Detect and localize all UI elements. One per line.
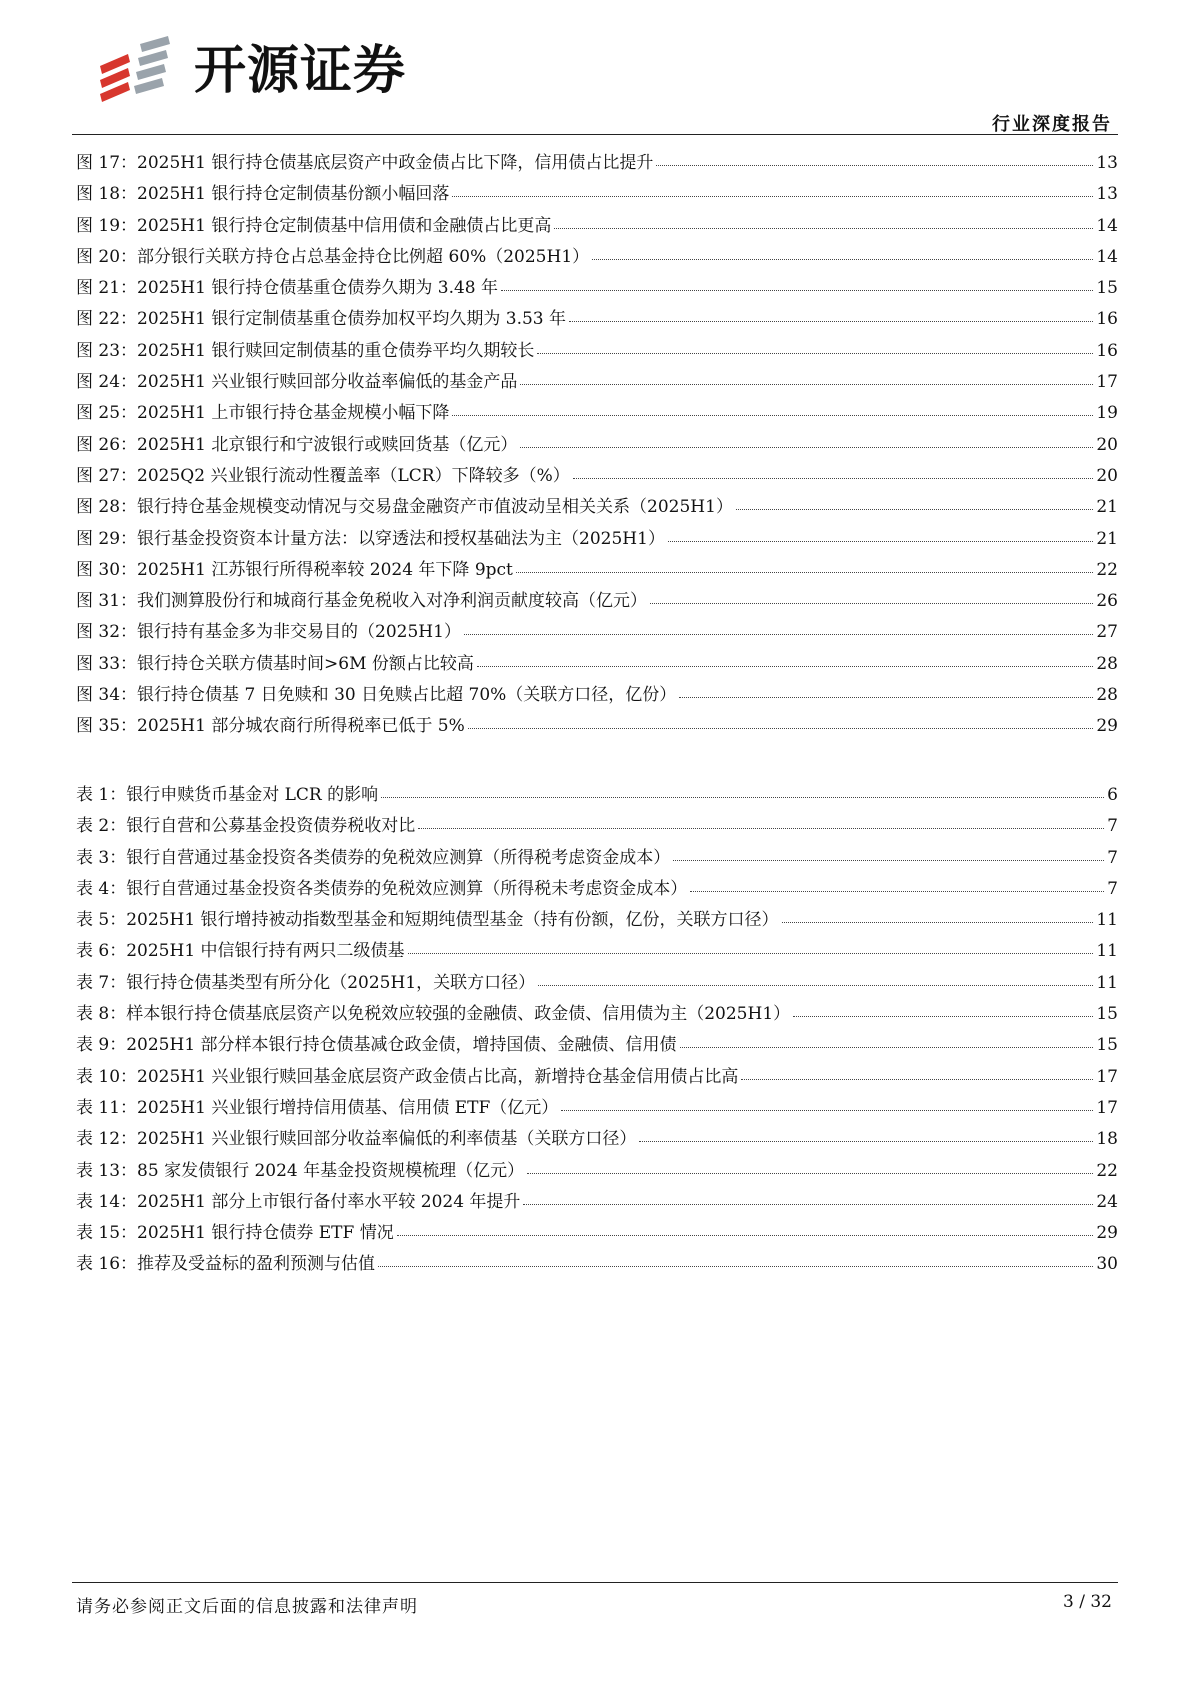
table-toc-entry[interactable] bbox=[76, 843, 1118, 874]
entry-title: 2025H1 银行持仓定制债基中信用债和金融债占比更高 bbox=[137, 215, 552, 236]
dot-leader bbox=[464, 633, 1093, 635]
entry-page: 15 bbox=[1096, 1035, 1118, 1056]
kaiyuan-logo-icon bbox=[98, 36, 180, 106]
entry-number: 图 35： bbox=[76, 716, 138, 737]
entry-number: 表 1： bbox=[76, 785, 127, 805]
report-type-label: 行业深度报告 bbox=[992, 114, 1112, 135]
entry-title: 2025H1 兴业银行赎回部分收益率偏低的基金产品 bbox=[137, 372, 518, 393]
entry-number: 表 5： bbox=[76, 910, 127, 931]
entry-page: 14 bbox=[1096, 215, 1118, 236]
dot-leader bbox=[736, 508, 1093, 510]
entry-page: 13 bbox=[1096, 153, 1118, 173]
entry-title: 我们测算股份行和城商行基金免税收入对净利润贡献度较高（亿元） bbox=[137, 591, 648, 612]
entry-number: 表 3： bbox=[76, 847, 127, 868]
entry-title: 2025H1 中信银行持有两只二级债基 bbox=[126, 941, 405, 962]
entry-page: 22 bbox=[1096, 559, 1118, 580]
footer-disclaimer: 请务必参阅正文后面的信息披露和法律声明 bbox=[76, 1597, 418, 1617]
entry-title: 85 家发债银行 2024 年基金投资规模梳理（亿元） bbox=[137, 1160, 525, 1181]
entry-number: 图 22： bbox=[76, 309, 138, 330]
entry-title: 2025H1 兴业银行增持信用债基、信用债 ETF（亿元） bbox=[137, 1097, 559, 1118]
entry-number: 表 15： bbox=[76, 1223, 138, 1244]
entry-number: 图 34： bbox=[76, 685, 138, 706]
entry-number: 表 11： bbox=[76, 1097, 138, 1118]
entry-title: 2025H1 北京银行和宁波银行或赎回货基（亿元） bbox=[137, 434, 518, 455]
entry-number: 图 19： bbox=[76, 215, 138, 236]
figure-toc-entry[interactable] bbox=[76, 555, 1118, 586]
entry-number: 表 6： bbox=[76, 941, 127, 962]
table-toc-entry[interactable] bbox=[76, 1218, 1118, 1249]
entry-title: 2025H1 银行持仓债基重仓债券久期为 3.48 年 bbox=[137, 278, 499, 299]
entry-title: 2025H1 银行持仓定制债基份额小幅回落 bbox=[137, 184, 450, 205]
entry-title: 2025H1 部分样本银行持仓债基减仓政金债，增持国债、金融债、信用债 bbox=[126, 1035, 677, 1056]
figure-toc-entry[interactable] bbox=[76, 179, 1118, 210]
entry-page: 17 bbox=[1096, 1097, 1118, 1118]
dot-leader bbox=[408, 952, 1094, 954]
dot-leader bbox=[561, 1109, 1093, 1111]
entry-page: 6 bbox=[1107, 785, 1118, 805]
brand-name: 开源证券 bbox=[194, 41, 407, 101]
entry-page: 20 bbox=[1096, 465, 1118, 486]
entry-page: 29 bbox=[1096, 1223, 1118, 1244]
entry-title: 2025H1 部分上市银行备付率水平较 2024 年提升 bbox=[137, 1191, 521, 1212]
dot-leader bbox=[516, 571, 1093, 573]
dot-leader bbox=[650, 602, 1093, 604]
logo-gray-stripe bbox=[140, 36, 170, 52]
entry-page: 17 bbox=[1096, 372, 1118, 393]
dot-leader bbox=[397, 1234, 1094, 1236]
table-toc-entry[interactable] bbox=[76, 780, 1118, 811]
entry-page: 11 bbox=[1096, 910, 1118, 931]
entry-number: 图 25： bbox=[76, 403, 138, 424]
figure-toc-entry[interactable] bbox=[76, 148, 1118, 179]
figure-toc-entry[interactable] bbox=[76, 680, 1118, 711]
entry-title: 2025Q2 兴业银行流动性覆盖率（LCR）下降较多（%） bbox=[137, 465, 570, 486]
entry-number: 图 18： bbox=[76, 184, 138, 205]
figure-toc-entry[interactable] bbox=[76, 304, 1118, 335]
dot-leader bbox=[793, 1015, 1093, 1017]
dot-leader bbox=[468, 727, 1094, 729]
entry-number: 图 29： bbox=[76, 528, 138, 549]
entry-page: 20 bbox=[1096, 434, 1118, 455]
entry-number: 表 13： bbox=[76, 1160, 138, 1181]
entry-title: 银行持仓债基类型有所分化（2025H1，关联方口径） bbox=[126, 972, 536, 993]
dot-leader bbox=[741, 1078, 1093, 1080]
entry-title: 2025H1 上市银行持仓基金规模小幅下降 bbox=[137, 403, 450, 424]
entry-number: 图 27： bbox=[76, 465, 138, 486]
logo-gray-stripe bbox=[134, 78, 164, 94]
entry-title: 2025H1 银行持仓债基底层资产中政金债占比下降，信用债占比提升 bbox=[137, 153, 654, 173]
entry-page: 11 bbox=[1096, 941, 1118, 962]
entry-title: 银行基金投资资本计量方法：以穿透法和授权基础法为主（2025H1） bbox=[137, 528, 665, 549]
dot-leader bbox=[452, 195, 1093, 197]
table-toc-entry[interactable] bbox=[76, 811, 1118, 842]
entry-number: 图 31： bbox=[76, 591, 138, 612]
entry-number: 图 23： bbox=[76, 340, 138, 361]
entry-number: 图 30： bbox=[76, 559, 138, 580]
table-toc-entry[interactable] bbox=[76, 968, 1118, 999]
figure-toc-entry[interactable] bbox=[76, 586, 1118, 617]
dot-leader bbox=[680, 1046, 1094, 1048]
figure-toc-entry[interactable] bbox=[76, 367, 1118, 398]
dot-leader bbox=[537, 352, 1093, 354]
entry-number: 图 32： bbox=[76, 622, 138, 643]
table-toc-entry[interactable] bbox=[76, 1124, 1118, 1155]
entry-page: 16 bbox=[1096, 309, 1118, 330]
table-toc-entry[interactable] bbox=[76, 1249, 1118, 1280]
logo-gray-stripe bbox=[136, 64, 166, 80]
dot-leader bbox=[378, 1265, 1093, 1267]
table-toc-entry[interactable] bbox=[76, 999, 1118, 1030]
brand-logo bbox=[98, 36, 406, 106]
page-number: 3 / 32 bbox=[1063, 1592, 1112, 1612]
entry-number: 表 9： bbox=[76, 1035, 127, 1056]
entry-number: 图 28： bbox=[76, 497, 138, 518]
entry-number: 表 12： bbox=[76, 1129, 138, 1150]
entry-title: 推荐及受益标的盈利预测与估值 bbox=[137, 1254, 376, 1275]
footer-divider bbox=[72, 1582, 1118, 1583]
entry-number: 图 17： bbox=[76, 153, 138, 173]
entry-page: 7 bbox=[1107, 878, 1118, 899]
entry-page: 24 bbox=[1096, 1191, 1118, 1212]
entry-title: 2025H1 部分城农商行所得税率已低于 5% bbox=[137, 716, 465, 737]
entry-title: 2025H1 银行持仓债券 ETF 情况 bbox=[137, 1223, 394, 1244]
figure-toc-entry[interactable] bbox=[76, 273, 1118, 304]
dot-leader bbox=[527, 1172, 1093, 1174]
entry-number: 表 10： bbox=[76, 1066, 138, 1087]
figures-index bbox=[76, 148, 1118, 743]
dot-leader bbox=[520, 383, 1093, 385]
figure-toc-entry[interactable] bbox=[76, 617, 1118, 648]
dot-leader bbox=[501, 289, 1093, 291]
figure-toc-entry[interactable] bbox=[76, 398, 1118, 429]
entry-title: 银行自营通过基金投资各类债券的免税效应测算（所得税未考虑资金成本） bbox=[126, 878, 688, 899]
entry-page: 7 bbox=[1107, 847, 1118, 868]
dot-leader bbox=[381, 796, 1104, 798]
entry-page: 29 bbox=[1096, 716, 1118, 737]
entry-title: 样本银行持仓债基底层资产以免税效应较强的金融债、政金债、信用债为主（2025H1） bbox=[126, 1004, 791, 1025]
entry-title: 2025H1 银行赎回定制债基的重仓债券平均久期较长 bbox=[137, 340, 535, 361]
entry-page: 28 bbox=[1096, 685, 1118, 706]
table-toc-entry[interactable] bbox=[76, 1062, 1118, 1093]
figure-toc-entry[interactable] bbox=[76, 524, 1118, 555]
entry-number: 表 16： bbox=[76, 1254, 138, 1275]
figure-toc-entry[interactable] bbox=[76, 492, 1118, 523]
dot-leader bbox=[639, 1140, 1093, 1142]
dot-leader bbox=[656, 164, 1093, 166]
entry-page: 28 bbox=[1096, 653, 1118, 674]
entry-page: 21 bbox=[1096, 497, 1118, 518]
entry-title: 2025H1 银行增持被动指数型基金和短期纯债型基金（持有份额，亿份，关联方口径） bbox=[126, 910, 779, 931]
entry-title: 银行持仓债基 7 日免赎和 30 日免赎占比超 70%（关联方口径，亿份） bbox=[137, 685, 677, 706]
entry-page: 7 bbox=[1107, 816, 1118, 837]
logo-gray-stripe bbox=[138, 50, 168, 66]
entry-page: 19 bbox=[1096, 403, 1118, 424]
table-toc-entry[interactable] bbox=[76, 936, 1118, 967]
entry-title: 银行自营通过基金投资各类债券的免税效应测算（所得税考虑资金成本） bbox=[126, 847, 671, 868]
table-toc-entry[interactable] bbox=[76, 905, 1118, 936]
dot-leader bbox=[569, 320, 1093, 322]
entry-title: 2025H1 兴业银行赎回基金底层资产政金债占比高，新增持仓基金信用债占比高 bbox=[137, 1066, 739, 1087]
entry-number: 表 7： bbox=[76, 972, 127, 993]
table-toc-entry[interactable] bbox=[76, 1030, 1118, 1061]
table-toc-entry[interactable] bbox=[76, 1093, 1118, 1124]
entry-title: 银行申赎货币基金对 LCR 的影响 bbox=[126, 785, 379, 805]
entry-title: 银行自营和公募基金投资债券税收对比 bbox=[126, 816, 416, 837]
dot-leader bbox=[673, 859, 1104, 861]
header-divider bbox=[72, 134, 1118, 135]
dot-leader bbox=[573, 477, 1094, 479]
dot-leader bbox=[477, 665, 1093, 667]
entry-page: 26 bbox=[1096, 591, 1118, 612]
table-toc-entry[interactable] bbox=[76, 874, 1118, 905]
entry-number: 表 4： bbox=[76, 878, 127, 899]
table-toc-entry[interactable] bbox=[76, 1156, 1118, 1187]
entry-title: 2025H1 银行定制债基重仓债券加权平均久期为 3.53 年 bbox=[137, 309, 567, 330]
entry-page: 14 bbox=[1096, 246, 1118, 267]
entry-title: 2025H1 江苏银行所得税率较 2024 年下降 9pct bbox=[137, 559, 513, 580]
dot-leader bbox=[538, 984, 1093, 986]
entry-page: 22 bbox=[1096, 1160, 1118, 1181]
entry-page: 30 bbox=[1096, 1254, 1118, 1275]
figure-toc-entry[interactable] bbox=[76, 711, 1118, 742]
dot-leader bbox=[418, 827, 1104, 829]
figure-toc-entry[interactable] bbox=[76, 211, 1118, 242]
entry-title: 银行持仓基金规模变动情况与交易盘金融资产市值波动呈相关关系（2025H1） bbox=[137, 497, 733, 518]
table-toc-entry[interactable] bbox=[76, 1187, 1118, 1218]
dot-leader bbox=[523, 1203, 1093, 1205]
entry-title: 银行持有基金多为非交易目的（2025H1） bbox=[137, 622, 461, 643]
dot-leader bbox=[690, 890, 1104, 892]
entry-page: 11 bbox=[1096, 972, 1118, 993]
figure-toc-entry[interactable] bbox=[76, 649, 1118, 680]
figure-toc-entry[interactable] bbox=[76, 336, 1118, 367]
entry-page: 18 bbox=[1096, 1129, 1118, 1150]
dot-leader bbox=[520, 446, 1093, 448]
entry-number: 表 8： bbox=[76, 1004, 127, 1025]
dot-leader bbox=[782, 921, 1094, 923]
entry-page: 15 bbox=[1096, 1004, 1118, 1025]
entry-page: 13 bbox=[1096, 184, 1118, 205]
entry-number: 图 24： bbox=[76, 372, 138, 393]
entry-page: 21 bbox=[1096, 528, 1118, 549]
dot-leader bbox=[592, 258, 1093, 260]
figure-toc-entry[interactable] bbox=[76, 242, 1118, 273]
figure-toc-entry[interactable] bbox=[76, 461, 1118, 492]
entry-page: 16 bbox=[1096, 340, 1118, 361]
entry-number: 图 20： bbox=[76, 246, 138, 267]
dot-leader bbox=[679, 696, 1093, 698]
dot-leader bbox=[452, 414, 1093, 416]
entry-page: 15 bbox=[1096, 278, 1118, 299]
entry-title: 银行持仓关联方债基时间>6M 份额占比较高 bbox=[137, 653, 474, 674]
entry-title: 2025H1 兴业银行赎回部分收益率偏低的利率债基（关联方口径） bbox=[137, 1129, 637, 1150]
entry-page: 17 bbox=[1096, 1066, 1118, 1087]
figure-toc-entry[interactable] bbox=[76, 430, 1118, 461]
tables-index bbox=[76, 780, 1118, 1281]
entry-number: 图 21： bbox=[76, 278, 138, 299]
entry-title: 部分银行关联方持仓占总基金持仓比例超 60%（2025H1） bbox=[137, 246, 590, 267]
entry-number: 图 33： bbox=[76, 653, 138, 674]
entry-page: 27 bbox=[1096, 622, 1118, 643]
entry-number: 图 26： bbox=[76, 434, 138, 455]
entry-number: 表 14： bbox=[76, 1191, 138, 1212]
dot-leader bbox=[668, 540, 1093, 542]
entry-number: 表 2： bbox=[76, 816, 127, 837]
dot-leader bbox=[554, 227, 1093, 229]
